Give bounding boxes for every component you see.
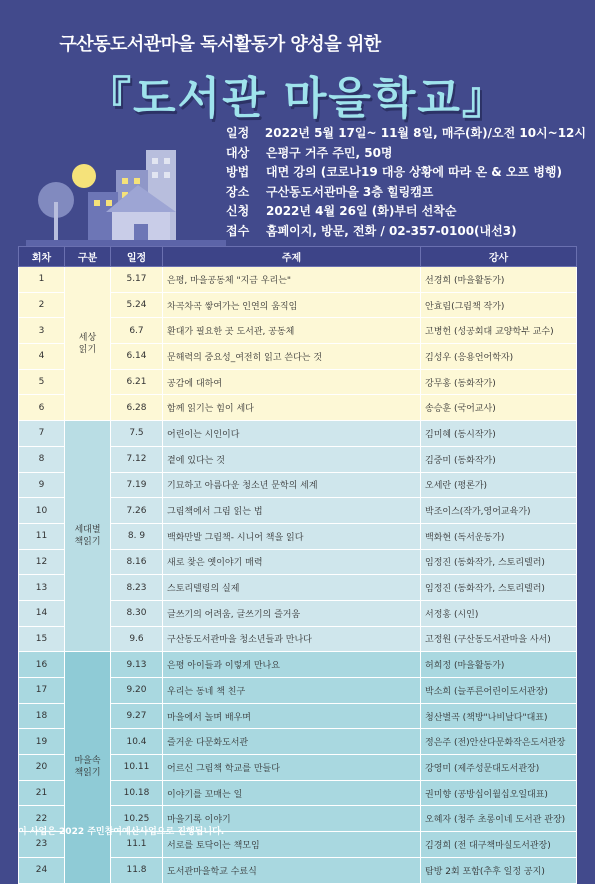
date-cell: 6.28 <box>111 395 163 421</box>
date-cell: 5.24 <box>111 292 163 318</box>
date-cell: 10.25 <box>111 806 163 832</box>
session-cell: 18 <box>19 703 65 729</box>
header-topic: 주제 <box>163 247 421 267</box>
session-cell: 14 <box>19 600 65 626</box>
lecturer-cell: 김성우 (응용언어학자) <box>421 344 577 370</box>
info-row-schedule: 일정 2022년 5월 17일~ 11월 8일, 매주(화)/오전 10시~12시 <box>226 126 586 140</box>
lecturer-cell: 강영미 (제주성문대도서관장) <box>421 755 577 781</box>
topic-cell: 어르신 그림책 학교를 만들다 <box>163 755 421 781</box>
session-cell: 15 <box>19 626 65 652</box>
session-cell: 3 <box>19 318 65 344</box>
date-cell: 11.8 <box>111 857 163 883</box>
lecturer-cell: 김경희 (전 대구책마실도서관장) <box>421 832 577 858</box>
topic-cell: 기묘하고 아름다운 청소년 문학의 세계 <box>163 472 421 498</box>
topic-cell: 어린이는 시인이다 <box>163 421 421 447</box>
date-cell: 11.1 <box>111 832 163 858</box>
date-cell: 10.11 <box>111 755 163 781</box>
header-session: 회차 <box>19 247 65 267</box>
info-row-contact: 접수 홈페이지, 방문, 전화 / 02-357-0100(내선3) <box>226 223 517 238</box>
topic-cell: 도서관마을학교 수료식 <box>163 857 421 883</box>
info-row-apply: 신청 2022년 4월 26일 (화)부터 선착순 <box>226 204 457 218</box>
topic-cell: 차곡차곡 쌓여가는 인연의 움직임 <box>163 292 421 318</box>
topic-cell: 새로 찾은 옛이야기 매력 <box>163 549 421 575</box>
lecturer-cell: 탐방 2회 포함(추후 일정 공지) <box>421 857 577 883</box>
lecturer-cell: 김미혜 (동시작가) <box>421 421 577 447</box>
date-cell: 8.30 <box>111 600 163 626</box>
topic-cell: 즐거운 다문화도서관 <box>163 729 421 755</box>
date-cell: 7.19 <box>111 472 163 498</box>
lecturer-cell: 고병헌 (성공회대 교양학부 교수) <box>421 318 577 344</box>
date-cell: 5.17 <box>111 267 163 293</box>
session-cell: 6 <box>19 395 65 421</box>
table-row <box>19 421 577 447</box>
topic-cell: 은평 아이들과 이렇게 만나요 <box>163 652 421 678</box>
table-row <box>19 267 577 293</box>
session-cell: 21 <box>19 780 65 806</box>
session-cell: 2 <box>19 292 65 318</box>
lecturer-cell: 임정진 (동화작가, 스토리텔러) <box>421 549 577 575</box>
date-cell: 9.6 <box>111 626 163 652</box>
topic-cell: 문해력의 중요성_여전히 읽고 쓴다는 것 <box>163 344 421 370</box>
lecturer-cell: 오세란 (평론가) <box>421 472 577 498</box>
topic-cell: 공감에 대하여 <box>163 369 421 395</box>
lecturer-cell: 박조이스(작가,영어교육가) <box>421 498 577 524</box>
session-cell: 7 <box>19 421 65 447</box>
topic-cell: 백화만발 그림책- 시니어 책을 읽다 <box>163 523 421 549</box>
date-cell: 9.27 <box>111 703 163 729</box>
date-cell: 6.7 <box>111 318 163 344</box>
page-title: 『도서관 마을학교』 <box>87 73 508 124</box>
topic-cell: 서로를 토닥이는 책모임 <box>163 832 421 858</box>
category-cell: 세대별 책읽기 <box>65 421 111 652</box>
session-cell: 8 <box>19 446 65 472</box>
session-cell: 23 <box>19 832 65 858</box>
header-category: 구분 <box>65 247 111 267</box>
lecturer-cell: 박소희 (늘푸른어린이도서관장) <box>421 678 577 704</box>
session-cell: 1 <box>19 267 65 293</box>
lecturer-cell: 안효림(그림책 작가) <box>421 292 577 318</box>
date-cell: 8. 9 <box>111 523 163 549</box>
table-header-row <box>19 247 577 267</box>
topic-cell: 그림책에서 그림 읽는 법 <box>163 498 421 524</box>
date-cell: 10.18 <box>111 780 163 806</box>
session-cell: 4 <box>19 344 65 370</box>
building-illustration <box>26 140 226 250</box>
topic-cell: 환대가 필요한 곳 도서관, 공동체 <box>163 318 421 344</box>
lecturer-cell: 백화현 (독서운동가) <box>421 523 577 549</box>
lecturer-cell: 정은주 (전)안산다문화작은도서관장 <box>421 729 577 755</box>
lecturer-cell: 김중미 (동화작가) <box>421 446 577 472</box>
info-row-method: 방법 대면 강의 (코로나19 대응 상황에 따라 온 & 오프 병행) <box>226 165 562 179</box>
topic-cell: 우리는 동네 책 친구 <box>163 678 421 704</box>
date-cell: 8.16 <box>111 549 163 575</box>
schedule-table <box>18 246 577 884</box>
lecturer-cell: 송승훈 (국어교사) <box>421 395 577 421</box>
lecturer-cell: 선경희 (마을활동가) <box>421 267 577 293</box>
topic-cell: 글쓰기의 어려움, 글쓰기의 즐거움 <box>163 600 421 626</box>
lecturer-cell: 허희정 (마을활동가) <box>421 652 577 678</box>
lecturer-cell: 강무홍 (동화작가) <box>421 369 577 395</box>
topic-cell: 스토리텔링의 실제 <box>163 575 421 601</box>
lecturer-cell: 권미향 (공방십이월십오일대표) <box>421 780 577 806</box>
header-lecturer: 강사 <box>421 247 577 267</box>
info-row-place: 장소 구산동도서관마을 3층 힐링캠프 <box>226 184 434 199</box>
topic-cell: 이야기를 꼬매는 일 <box>163 780 421 806</box>
topic-cell: 곁에 있다는 것 <box>163 446 421 472</box>
date-cell: 9.20 <box>111 678 163 704</box>
date-cell: 9.13 <box>111 652 163 678</box>
table-row <box>19 652 577 678</box>
session-cell: 13 <box>19 575 65 601</box>
session-cell: 22 <box>19 806 65 832</box>
info-row-target: 대상 은평구 거주 주민, 50명 <box>226 145 393 160</box>
session-cell: 19 <box>19 729 65 755</box>
session-cell: 24 <box>19 857 65 883</box>
lecturer-cell: 고정원 (구산동도서관마을 사서) <box>421 626 577 652</box>
header-date: 일정 <box>111 247 163 267</box>
date-cell: 7.5 <box>111 421 163 447</box>
lecturer-cell: 서정홍 (시인) <box>421 600 577 626</box>
subtitle: 구산동도서관마을 독서활동가 양성을 위한 <box>59 34 381 55</box>
topic-cell: 마을기록 이야기 <box>163 806 421 832</box>
session-cell: 12 <box>19 549 65 575</box>
session-cell: 11 <box>19 523 65 549</box>
session-cell: 9 <box>19 472 65 498</box>
lecturer-cell: 청산별곡 (책방"나비날다"대표) <box>421 703 577 729</box>
date-cell: 8.23 <box>111 575 163 601</box>
date-cell: 7.12 <box>111 446 163 472</box>
info-block <box>226 124 586 241</box>
topic-cell: 함께 읽기는 힘이 세다 <box>163 395 421 421</box>
date-cell: 6.21 <box>111 369 163 395</box>
session-cell: 16 <box>19 652 65 678</box>
topic-cell: 구산동도서관마을 청소년들과 만나다 <box>163 626 421 652</box>
lecturer-cell: 오혜자 (청주 초롱이네 도서관 관장) <box>421 806 577 832</box>
session-cell: 5 <box>19 369 65 395</box>
date-cell: 6.14 <box>111 344 163 370</box>
category-cell: 세상 읽기 <box>65 267 111 421</box>
footer-note: 이 사업은 2022 주민참여예산사업으로 진행됩니다. <box>18 827 225 837</box>
session-cell: 10 <box>19 498 65 524</box>
session-cell: 20 <box>19 755 65 781</box>
topic-cell: 은평, 마을공동체 "지금 우리는" <box>163 267 421 293</box>
lecturer-cell: 임정진 (동화작가, 스토리텔러) <box>421 575 577 601</box>
session-cell: 17 <box>19 678 65 704</box>
topic-cell: 마을에서 놀며 배우며 <box>163 703 421 729</box>
date-cell: 7.26 <box>111 498 163 524</box>
date-cell: 10.4 <box>111 729 163 755</box>
category-cell: 마을속 책읽기 <box>65 652 111 883</box>
